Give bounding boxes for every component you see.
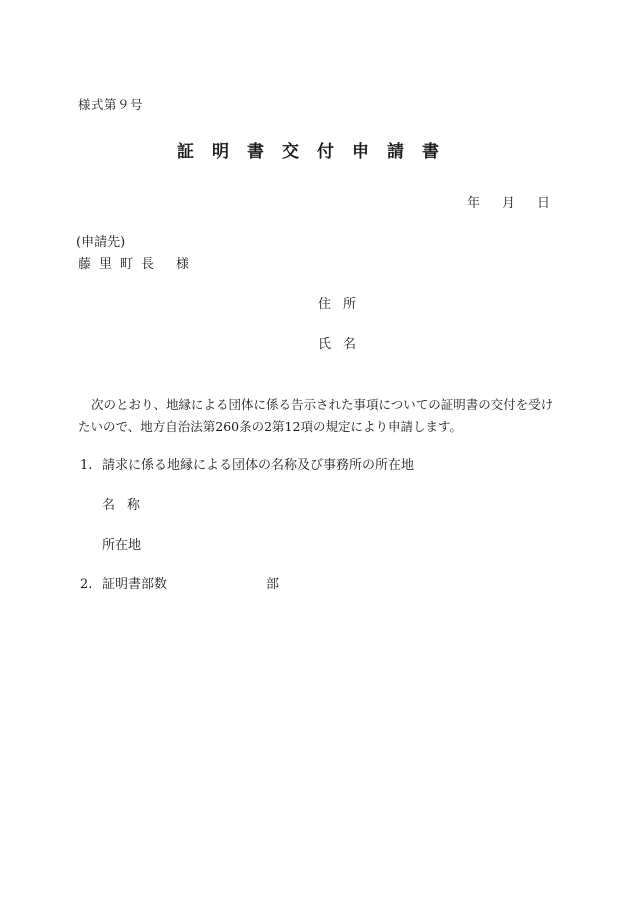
item-1 <box>80 458 414 474</box>
item-2-text: 証明書部数 <box>102 577 168 592</box>
item-2-number: 2. <box>80 577 93 592</box>
organization-location-label: 所在地 <box>102 538 142 553</box>
day-label: 日 <box>536 196 550 211</box>
form-number: 様式第９号 <box>78 97 144 112</box>
date-line <box>467 196 550 212</box>
month-label: 月 <box>501 196 515 211</box>
document-title: 証明書交付申請書 <box>177 142 457 162</box>
applicant-name-label: 氏名 <box>318 337 369 352</box>
recipient-name: 藤里町長 <box>78 257 163 272</box>
year-label: 年 <box>466 196 480 211</box>
request-statement: 次のとおり、地縁による団体に係る告示された事項についての証明書の交付を受けたいので、地方自治法第260条の2第12項の規定により申請します。 <box>78 397 554 434</box>
recipient-label: (申請先) <box>76 235 126 250</box>
applicant-address-label: 住所 <box>318 297 369 312</box>
item-1-text: 請求に係る地縁による団体の名称及び事務所の所在地 <box>102 458 415 473</box>
item-2 <box>80 577 167 593</box>
copies-unit: 部 <box>266 577 280 592</box>
item-1-number: 1. <box>80 458 93 473</box>
organization-name-label: 名称 <box>102 498 153 513</box>
recipient-honorific: 様 <box>176 257 190 272</box>
